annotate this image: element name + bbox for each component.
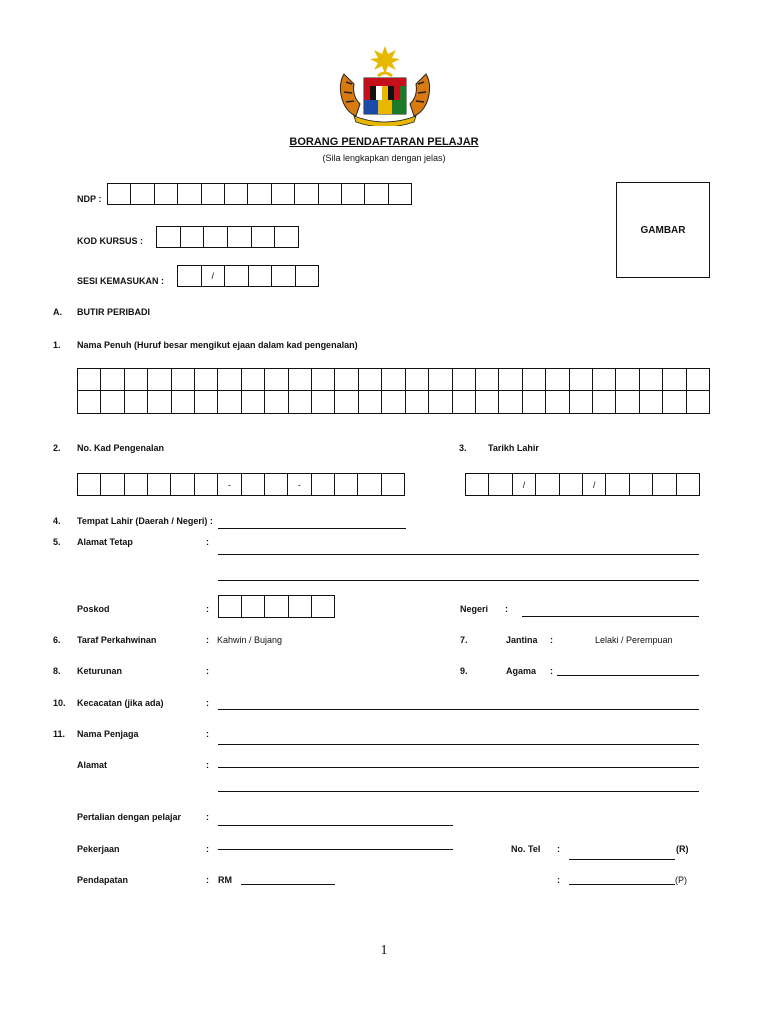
box-cell[interactable] — [289, 596, 312, 617]
nama-penjaga-colon: : — [206, 729, 209, 739]
box-cell[interactable] — [476, 369, 499, 390]
poskod-input-boxes[interactable] — [218, 595, 335, 618]
box-cell[interactable] — [195, 474, 218, 495]
agama-colon: : — [550, 666, 553, 676]
box-cell[interactable] — [78, 474, 101, 495]
box-cell[interactable] — [204, 227, 228, 247]
box-cell[interactable] — [653, 474, 676, 495]
alamat-tetap-label: Alamat Tetap — [77, 537, 133, 547]
box-cell[interactable] — [499, 391, 522, 413]
box-cell[interactable] — [265, 474, 288, 495]
box-cell[interactable] — [382, 391, 405, 413]
box-cell[interactable] — [178, 184, 201, 204]
box-cell[interactable] — [252, 227, 276, 247]
box-cell[interactable] — [218, 391, 241, 413]
pendapatan-colon: : — [206, 875, 209, 885]
box-cell[interactable] — [453, 391, 476, 413]
box-cell[interactable] — [296, 266, 319, 286]
box-cell[interactable] — [640, 369, 663, 390]
box-cell[interactable] — [319, 184, 342, 204]
box-cell[interactable] — [265, 369, 288, 390]
box-cell[interactable] — [523, 391, 546, 413]
kod-kursus-input-boxes[interactable] — [156, 226, 299, 248]
box-cell[interactable] — [272, 184, 295, 204]
field-9-number: 9. — [460, 666, 468, 676]
box-cell[interactable] — [242, 391, 265, 413]
form-title: BORANG PENDAFTARAN PELAJAR — [289, 136, 479, 148]
nama-penjaga-label: Nama Penjaga — [77, 729, 139, 739]
field-7-number: 7. — [460, 635, 468, 645]
box-cell-separator: / — [583, 474, 606, 495]
pertalian-line[interactable] — [218, 825, 453, 826]
sesi-kemasukan-input-boxes[interactable] — [177, 265, 319, 287]
pekerjaan-line[interactable] — [218, 849, 453, 850]
box-cell[interactable] — [171, 474, 194, 495]
kod-kursus-label: KOD KURSUS : — [77, 236, 144, 246]
keturunan-label: Keturunan — [77, 666, 122, 676]
page-number: 1 — [380, 943, 388, 958]
box-cell[interactable] — [242, 369, 265, 390]
box-cell[interactable] — [148, 474, 171, 495]
box-cell[interactable] — [108, 184, 131, 204]
alamat-penjaga-line-2[interactable] — [218, 791, 699, 792]
box-cell[interactable] — [242, 474, 265, 495]
alamat-tetap-line-2[interactable] — [218, 580, 699, 581]
field-4-number: 4. — [53, 516, 61, 526]
pendapatan-line[interactable] — [241, 884, 335, 885]
box-cell[interactable] — [202, 184, 225, 204]
pendapatan-label: Pendapatan — [77, 875, 129, 885]
box-cell[interactable] — [312, 596, 334, 617]
poskod-colon: : — [206, 604, 209, 614]
no-kad-pengenalan-input-boxes[interactable] — [77, 473, 405, 496]
box-cell[interactable] — [249, 266, 273, 286]
nama-penuh-label: Nama Penuh (Huruf besar mengikut ejaan dalam kad pengenalan) — [77, 340, 358, 350]
box-cell[interactable] — [359, 369, 382, 390]
box-cell[interactable] — [335, 391, 358, 413]
box-cell[interactable] — [228, 227, 252, 247]
box-cell[interactable] — [195, 391, 218, 413]
box-cell[interactable] — [181, 227, 205, 247]
box-cell[interactable] — [335, 474, 358, 495]
box-cell[interactable] — [536, 474, 559, 495]
field-5-number: 5. — [53, 537, 61, 547]
box-cell[interactable] — [125, 474, 148, 495]
box-cell[interactable] — [265, 596, 288, 617]
box-cell[interactable] — [125, 391, 148, 413]
jantina-label: Jantina — [506, 635, 538, 645]
tempat-lahir-line[interactable] — [218, 528, 406, 529]
taraf-perkahwinan-options[interactable]: Kahwin / Bujang — [217, 635, 283, 645]
jantina-options[interactable]: Lelaki / Perempuan — [595, 635, 673, 645]
box-cell-separator: / — [513, 474, 536, 495]
kecacatan-line[interactable] — [218, 709, 699, 710]
box-cell[interactable] — [295, 184, 318, 204]
box-cell[interactable] — [593, 391, 616, 413]
taraf-perkahwinan-label: Taraf Perkahwinan — [77, 635, 157, 645]
no-tel-peribadi-suffix: (P) — [675, 875, 687, 885]
box-cell[interactable] — [342, 184, 365, 204]
box-cell[interactable] — [101, 391, 124, 413]
tarikh-lahir-input-boxes[interactable] — [465, 473, 700, 496]
box-cell[interactable] — [358, 474, 381, 495]
box-cell[interactable] — [406, 391, 429, 413]
box-cell[interactable] — [406, 369, 429, 390]
box-cell-separator: - — [288, 474, 311, 495]
box-cell[interactable] — [546, 391, 569, 413]
box-cell[interactable] — [242, 596, 265, 617]
field-8-number: 8. — [53, 666, 61, 676]
box-cell[interactable] — [365, 184, 388, 204]
negeri-label: Negeri — [460, 604, 489, 614]
box-cell[interactable] — [546, 369, 569, 390]
alamat-tetap-colon: : — [206, 537, 209, 547]
box-cell-separator: / — [202, 266, 226, 286]
field-10-number: 10. — [53, 698, 66, 708]
alamat-penjaga-line-1[interactable] — [218, 767, 699, 768]
box-cell[interactable] — [101, 474, 124, 495]
negeri-colon: : — [505, 604, 508, 614]
box-cell[interactable] — [560, 474, 583, 495]
box-cell[interactable] — [489, 474, 512, 495]
agama-line[interactable] — [557, 675, 699, 676]
no-tel-peribadi-colon: : — [557, 875, 560, 885]
box-cell[interactable] — [606, 474, 629, 495]
box-cell[interactable] — [523, 369, 546, 390]
kecacatan-colon: : — [206, 698, 209, 708]
box-cell[interactable] — [272, 266, 296, 286]
nama-penuh-row-2[interactable] — [77, 391, 710, 414]
box-cell[interactable] — [148, 391, 171, 413]
taraf-perkahwinan-colon: : — [206, 635, 209, 645]
no-tel-rumah-suffix: (R) — [676, 844, 689, 854]
photo-label: GAMBAR — [640, 224, 686, 236]
box-cell[interactable] — [148, 369, 171, 390]
keturunan-colon: : — [206, 666, 209, 676]
form-subtitle: (Sila lengkapkan dengan jelas) — [322, 153, 446, 163]
pertalian-colon: : — [206, 812, 209, 822]
section-a-title: BUTIR PERIBADI — [77, 307, 151, 317]
field-6-number: 6. — [53, 635, 61, 645]
box-cell[interactable] — [312, 369, 335, 390]
no-tel-colon: : — [557, 844, 560, 854]
box-cell[interactable] — [359, 391, 382, 413]
box-cell[interactable] — [593, 369, 616, 390]
box-cell[interactable] — [335, 369, 358, 390]
field-11-number: 11. — [53, 729, 66, 739]
box-cell[interactable] — [131, 184, 154, 204]
tempat-lahir-label: Tempat Lahir (Daerah / Negeri) : — [77, 516, 213, 526]
pendapatan-currency: RM — [218, 875, 232, 885]
no-tel-label: No. Tel — [511, 844, 541, 854]
no-kad-pengenalan-label: No. Kad Pengenalan — [77, 443, 165, 453]
no-tel-peribadi-line[interactable] — [569, 884, 675, 885]
box-cell[interactable] — [466, 474, 489, 495]
field-2-number: 2. — [53, 443, 61, 453]
box-cell[interactable] — [125, 369, 148, 390]
box-cell[interactable] — [312, 474, 335, 495]
box-cell[interactable] — [225, 184, 248, 204]
nama-penjaga-line[interactable] — [218, 744, 699, 745]
box-cell[interactable] — [265, 391, 288, 413]
box-cell[interactable] — [289, 369, 312, 390]
pekerjaan-colon: : — [206, 844, 209, 854]
box-cell[interactable] — [640, 391, 663, 413]
box-cell[interactable] — [195, 369, 218, 390]
coat-of-arms-emblem — [330, 44, 440, 126]
box-cell[interactable] — [389, 184, 411, 204]
box-cell[interactable] — [570, 391, 593, 413]
box-cell[interactable] — [453, 369, 476, 390]
box-cell[interactable] — [312, 391, 335, 413]
box-cell[interactable] — [687, 369, 709, 390]
box-cell[interactable] — [476, 391, 499, 413]
kecacatan-label: Kecacatan (jika ada) — [77, 698, 164, 708]
photo-box — [616, 182, 710, 278]
box-cell[interactable] — [172, 391, 195, 413]
box-cell[interactable] — [616, 391, 639, 413]
box-cell[interactable] — [219, 596, 242, 617]
box-cell[interactable] — [248, 184, 271, 204]
field-3-number: 3. — [459, 443, 467, 453]
box-cell[interactable] — [616, 369, 639, 390]
box-cell[interactable] — [155, 184, 178, 204]
sesi-kemasukan-label: SESI KEMASUKAN : — [77, 276, 165, 286]
box-cell[interactable] — [225, 266, 249, 286]
box-cell[interactable] — [630, 474, 653, 495]
box-cell[interactable] — [78, 391, 101, 413]
box-cell[interactable] — [687, 391, 709, 413]
pertalian-label: Pertalian dengan pelajar — [77, 812, 182, 822]
alamat-penjaga-label: Alamat — [77, 760, 108, 770]
box-cell[interactable] — [429, 391, 452, 413]
no-tel-rumah-line[interactable] — [569, 859, 675, 860]
box-cell[interactable] — [663, 369, 686, 390]
box-cell[interactable] — [178, 266, 202, 286]
pekerjaan-label: Pekerjaan — [77, 844, 120, 854]
box-cell[interactable] — [677, 474, 699, 495]
alamat-tetap-line-1[interactable] — [218, 554, 699, 555]
box-cell[interactable] — [382, 369, 405, 390]
alamat-penjaga-colon: : — [206, 760, 209, 770]
box-cell[interactable] — [429, 369, 452, 390]
box-cell[interactable] — [289, 391, 312, 413]
box-cell[interactable] — [157, 227, 181, 247]
section-a-letter: A. — [53, 307, 62, 317]
tarikh-lahir-label: Tarikh Lahir — [488, 443, 539, 453]
poskod-label: Poskod — [77, 604, 110, 614]
box-cell[interactable] — [172, 369, 195, 390]
box-cell-separator: - — [218, 474, 241, 495]
box-cell[interactable] — [78, 369, 101, 390]
box-cell[interactable] — [218, 369, 241, 390]
ndp-label: NDP : — [77, 194, 102, 204]
box-cell[interactable] — [101, 369, 124, 390]
nama-penuh-row-1[interactable] — [77, 368, 710, 391]
ndp-input-boxes[interactable] — [107, 183, 412, 205]
box-cell[interactable] — [499, 369, 522, 390]
box-cell[interactable] — [382, 474, 404, 495]
negeri-line[interactable] — [522, 616, 699, 617]
field-1-number: 1. — [53, 340, 61, 350]
box-cell[interactable] — [570, 369, 593, 390]
box-cell[interactable] — [663, 391, 686, 413]
agama-label: Agama — [506, 666, 537, 676]
box-cell[interactable] — [275, 227, 298, 247]
jantina-colon: : — [550, 635, 553, 645]
